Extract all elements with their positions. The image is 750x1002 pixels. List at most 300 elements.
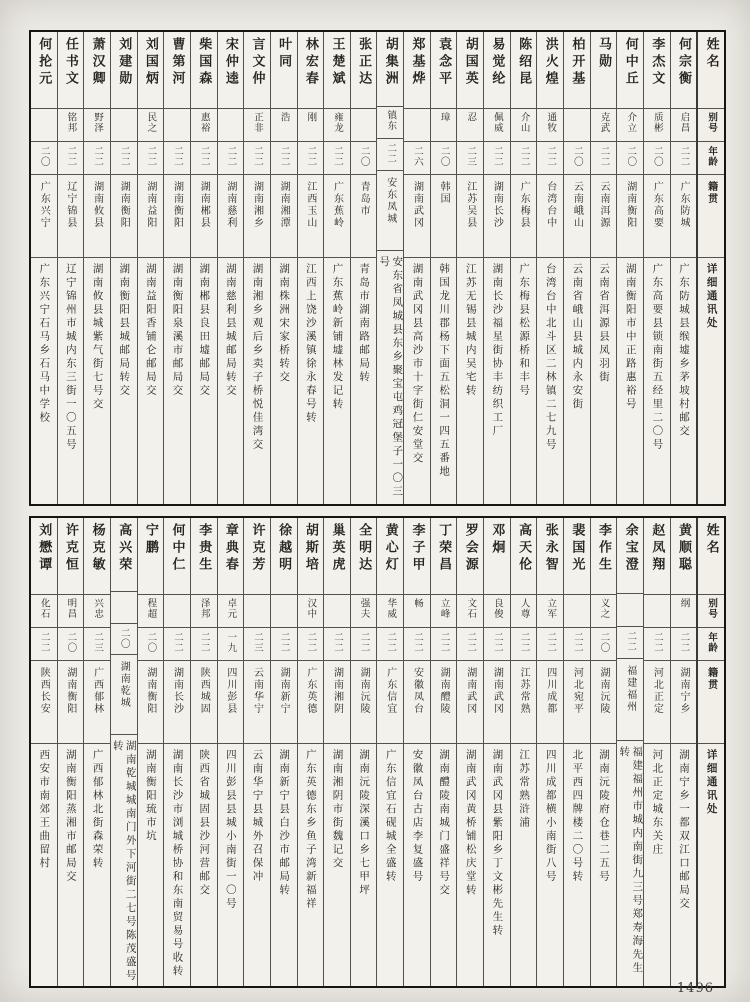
entry-native-cell xyxy=(324,661,350,744)
entry-alias-text: 汉中 xyxy=(305,598,317,619)
entry-native-cell xyxy=(351,175,377,258)
entry-native-text: 四川成都 xyxy=(544,667,556,715)
entry-alias-cell xyxy=(617,109,643,142)
entry-alias-cell xyxy=(111,592,137,624)
entry-alias-text: 华威 xyxy=(385,598,397,619)
entry-address-cell xyxy=(111,258,137,504)
entry-alias-cell xyxy=(591,109,617,142)
entry-name-text: 张正达 xyxy=(356,37,372,88)
entry-address-text: 河北正定城东关庄 xyxy=(651,749,664,857)
entry-native-text: 福建福州 xyxy=(624,665,636,714)
entry-alias-text: 镇东 xyxy=(385,109,397,131)
entry-address-text: 湖南武冈县高沙市十字街仁安堂交 xyxy=(411,263,424,466)
entry-native-text: 湖南湘潭 xyxy=(278,181,290,229)
entry-name-text: 余宝澄 xyxy=(622,523,638,574)
entry-alias-cell xyxy=(164,595,190,628)
entry-address-cell xyxy=(644,258,670,504)
entry-address-cell xyxy=(431,744,457,986)
entry-alias-cell xyxy=(271,109,297,142)
entry-age-text: 二二 xyxy=(278,632,290,653)
entry-name-text: 许克恒 xyxy=(62,523,78,574)
entry-age-cell xyxy=(511,628,537,661)
entry-name-text: 袁念平 xyxy=(436,37,452,88)
entry-name-cell xyxy=(58,32,84,109)
entry-age-text: 二二 xyxy=(38,632,50,653)
entry-age-text: 二〇 xyxy=(65,632,77,653)
entry-name-text: 何抡元 xyxy=(36,37,52,88)
entry-native-cell xyxy=(164,175,190,258)
entry-native-text: 河北正定 xyxy=(651,667,663,715)
entry-alias-cell xyxy=(484,595,510,628)
entry-name-text: 言文仲 xyxy=(249,37,265,88)
entry-age-cell xyxy=(377,139,403,171)
entry-age-cell xyxy=(218,142,244,175)
entry-age-cell xyxy=(84,628,110,661)
entry-native-cell xyxy=(431,661,457,744)
entry-age-cell xyxy=(164,142,190,175)
entry-address-cell xyxy=(298,744,324,986)
entry-name-cell xyxy=(644,32,670,109)
header-name-cell xyxy=(698,32,724,109)
entry-name-text: 黄顺聪 xyxy=(676,523,692,574)
entry-name-cell xyxy=(31,518,57,595)
entry-address-text: 湖南醴陵南城门盛祥号交 xyxy=(438,749,451,898)
entry-name-cell xyxy=(111,32,137,109)
header-native-cell xyxy=(698,661,724,744)
entry-alias-cell xyxy=(191,109,217,142)
entry-alias-text: 兴忠 xyxy=(92,598,104,619)
header-name-label: 姓名 xyxy=(703,37,719,71)
entry-alias-text: 铭邦 xyxy=(65,112,77,133)
entry-address-cell xyxy=(351,258,377,504)
entry-native-cell xyxy=(484,175,510,258)
entry-name-cell xyxy=(591,32,617,109)
entry-age-text: 二二 xyxy=(571,632,583,653)
entry-name-text: 李杰文 xyxy=(649,37,665,88)
entry-age-text: 二六 xyxy=(411,146,423,167)
entry-alias-text: 良俊 xyxy=(491,598,503,619)
entry-name-text: 任书文 xyxy=(62,37,78,88)
entry-address-cell xyxy=(298,258,324,504)
entry-address-cell xyxy=(84,744,110,986)
entry-name-text: 曹第河 xyxy=(169,37,185,88)
entry-age-cell xyxy=(377,628,403,661)
entry-native-text: 湖南武冈 xyxy=(411,181,423,229)
directory-entry-column xyxy=(403,518,430,986)
entry-age-text: 二二 xyxy=(411,632,423,653)
entry-native-cell xyxy=(404,661,430,744)
entry-address-cell xyxy=(324,258,350,504)
entry-address-text: 湖南新宁县白沙市邮局转 xyxy=(278,749,291,898)
directory-entry-column xyxy=(31,32,57,504)
entry-address-text: 广东高要县锁南街五经里二〇号 xyxy=(651,263,664,452)
entry-alias-cell xyxy=(457,595,483,628)
entry-age-text: 二二 xyxy=(651,632,663,653)
entry-address-text: 湖南衡阳市中正路惠裕号 xyxy=(624,263,637,412)
entry-name-cell xyxy=(671,518,697,595)
entry-native-text: 辽宁锦县 xyxy=(64,181,76,229)
entry-native-cell xyxy=(111,655,137,735)
entry-name-cell xyxy=(271,518,297,595)
entry-age-text: 二二 xyxy=(438,632,450,653)
entry-name-cell xyxy=(58,518,84,595)
entry-age-cell xyxy=(324,628,350,661)
directory-entry-column xyxy=(163,518,190,986)
entry-native-cell xyxy=(351,661,377,744)
entry-address-text: 四川彭县县城小南街一〇号 xyxy=(224,749,237,911)
entry-alias-cell xyxy=(404,109,430,142)
entry-age-cell xyxy=(58,628,84,661)
entry-address-cell xyxy=(351,744,377,986)
entry-name-text: 许克芳 xyxy=(249,523,265,574)
entry-name-text: 邓炯 xyxy=(489,523,505,557)
entry-age-text: 二二 xyxy=(358,632,370,653)
directory-entry-column xyxy=(563,518,590,986)
entry-alias-text: 质彬 xyxy=(651,112,663,133)
entry-age-cell xyxy=(351,142,377,175)
entry-address-cell xyxy=(58,258,84,504)
entry-native-text: 青岛市 xyxy=(358,181,370,217)
entry-native-cell xyxy=(457,661,483,744)
entry-alias-cell xyxy=(138,595,164,628)
entry-name-cell xyxy=(511,32,537,109)
entry-address-text: 湖南乾城城南门外下河街二七号陈茂盛号转 xyxy=(111,740,137,984)
directory-entry-column xyxy=(643,32,670,504)
directory-entry-column xyxy=(643,518,670,986)
entry-name-cell xyxy=(511,518,537,595)
entry-alias-cell xyxy=(431,595,457,628)
entry-name-text: 高天伦 xyxy=(516,523,532,574)
entry-native-cell xyxy=(671,175,697,258)
entry-name-text: 柏开基 xyxy=(569,37,585,88)
entry-alias-text: 忍 xyxy=(465,112,477,123)
entry-address-text: 云南省峨山县城内永安街 xyxy=(571,263,584,412)
entry-address-text: 湖南郴县良田墟邮局交 xyxy=(198,263,211,398)
header-alias-label: 别号 xyxy=(706,598,718,619)
entry-address-cell xyxy=(164,744,190,986)
entry-alias-cell xyxy=(457,109,483,142)
entry-alias-text: 浩 xyxy=(278,112,290,123)
directory-entry-column xyxy=(297,518,324,986)
entry-name-cell xyxy=(431,518,457,595)
entry-name-cell xyxy=(591,518,617,595)
entry-alias-cell xyxy=(84,595,110,628)
entry-address-cell xyxy=(111,735,137,986)
directory-entry-column xyxy=(270,32,297,504)
entry-age-cell xyxy=(218,628,244,661)
header-native-label: 籍贯 xyxy=(705,181,717,205)
entry-alias-text: 人尊 xyxy=(518,598,530,619)
entry-age-text: 二二 xyxy=(92,146,104,167)
entry-alias-cell xyxy=(671,109,697,142)
entry-age-cell xyxy=(244,628,270,661)
entry-age-cell xyxy=(591,628,617,661)
entry-native-text: 湖南长沙 xyxy=(491,181,503,229)
header-native-cell xyxy=(698,175,724,258)
entry-alias-cell xyxy=(271,595,297,628)
entry-name-text: 胡集洲 xyxy=(382,37,398,88)
entry-age-cell xyxy=(431,142,457,175)
entry-age-text: 二二 xyxy=(598,146,610,167)
entry-address-text: 湖南沅陵府仓巷二五号 xyxy=(598,749,611,884)
entry-age-text: 二二 xyxy=(625,630,637,652)
entry-native-cell xyxy=(377,661,403,744)
entry-native-cell xyxy=(111,175,137,258)
entry-alias-text: 卓元 xyxy=(225,598,237,619)
entry-address-text: 湖南衡阳泉溪市邮局交 xyxy=(171,263,184,398)
entry-address-cell xyxy=(404,744,430,986)
entry-name-text: 柴国森 xyxy=(196,37,212,88)
entry-name-text: 罗会源 xyxy=(462,523,478,574)
entry-name-cell xyxy=(644,518,670,595)
entry-alias-text: 纲 xyxy=(678,598,690,609)
entry-name-cell xyxy=(351,518,377,595)
entry-address-text: 江西上饶沙溪镇徐永春号转 xyxy=(304,263,317,425)
header-address-cell xyxy=(698,744,724,986)
entry-name-cell xyxy=(218,518,244,595)
entry-age-text: 二二 xyxy=(118,146,130,167)
entry-alias-cell xyxy=(511,595,537,628)
entry-native-text: 广东梅县 xyxy=(518,181,530,229)
header-address-cell xyxy=(698,258,724,504)
entry-name-cell xyxy=(377,518,403,595)
entry-alias-cell xyxy=(218,109,244,142)
entry-address-text: 四川成都横小南街八号 xyxy=(544,749,557,884)
entry-alias-text: 启昌 xyxy=(678,112,690,133)
entry-name-cell xyxy=(84,518,110,595)
entry-address-text: 湖南株洲宋家桥转交 xyxy=(278,263,291,385)
entry-name-cell xyxy=(457,518,483,595)
entry-alias-cell xyxy=(58,109,84,142)
directory-entry-column xyxy=(190,518,217,986)
entry-age-cell xyxy=(537,142,563,175)
entry-native-text: 湖南长沙 xyxy=(171,667,183,715)
directory-entry-column xyxy=(430,32,457,504)
entry-age-text: 二二 xyxy=(252,146,264,167)
header-alias-cell xyxy=(698,109,724,142)
entry-age-cell xyxy=(671,142,697,175)
entry-alias-cell xyxy=(324,109,350,142)
entry-name-cell xyxy=(244,518,270,595)
directory-entry-column xyxy=(31,518,57,986)
entry-alias-text: 泽邦 xyxy=(198,598,210,619)
entry-address-text: 湖南衡阳蒸湘市邮局交 xyxy=(64,749,77,884)
entry-native-text: 湖南攸县 xyxy=(91,181,103,229)
entry-age-cell xyxy=(271,142,297,175)
entry-age-text: 二〇 xyxy=(598,632,610,653)
entry-age-cell xyxy=(31,628,57,661)
entry-name-cell xyxy=(457,32,483,109)
entry-age-text: 二〇 xyxy=(118,627,130,649)
entry-alias-cell xyxy=(218,595,244,628)
entry-native-cell xyxy=(191,661,217,744)
entry-alias-cell xyxy=(298,109,324,142)
entry-native-text: 湖南乾城 xyxy=(118,661,130,710)
entry-native-text: 韩国 xyxy=(438,181,450,205)
entry-address-cell xyxy=(58,744,84,986)
entry-name-text: 宁鹏 xyxy=(142,523,158,557)
entry-native-cell xyxy=(138,175,164,258)
entry-native-text: 江苏常熟 xyxy=(518,667,530,715)
entry-alias-cell xyxy=(111,109,137,142)
entry-age-cell xyxy=(671,628,697,661)
entry-native-text: 四川彭县 xyxy=(224,667,236,715)
entry-address-text: 湖南湘乡观后乡卖子桥悦佳湾交 xyxy=(251,263,264,452)
entry-age-text: 二三 xyxy=(465,146,477,167)
entry-address-text: 辽宁锦州市城内东三街一〇五号 xyxy=(64,263,77,452)
entry-address-cell xyxy=(218,744,244,986)
directory-entry-column xyxy=(270,518,297,986)
directory-entry-column xyxy=(83,518,110,986)
entry-address-cell xyxy=(564,258,590,504)
directory-entry-column xyxy=(83,32,110,504)
entry-address-text: 湖南慈利县城邮局转交 xyxy=(224,263,237,398)
entry-age-text: 二二 xyxy=(678,632,690,653)
entry-age-cell xyxy=(484,142,510,175)
directory-entry-column xyxy=(376,32,403,504)
entry-native-cell xyxy=(671,661,697,744)
entry-native-cell xyxy=(244,661,270,744)
directory-entry-column xyxy=(510,518,537,986)
directory-entry-column xyxy=(190,32,217,504)
entry-alias-text: 明昌 xyxy=(65,598,77,619)
entry-age-text: 二二 xyxy=(678,146,690,167)
entry-age-cell xyxy=(271,628,297,661)
entry-native-text: 广东信宜 xyxy=(384,667,396,715)
entry-name-cell xyxy=(484,518,510,595)
entry-name-cell xyxy=(271,32,297,109)
entry-age-text: 二二 xyxy=(518,632,530,653)
entry-name-text: 刘懋谭 xyxy=(36,523,52,574)
header-address-label: 详细通讯处 xyxy=(705,749,718,817)
entry-address-cell xyxy=(511,744,537,986)
entry-name-cell xyxy=(298,518,324,595)
entry-name-cell xyxy=(191,518,217,595)
entry-name-text: 叶同 xyxy=(276,37,292,71)
entry-address-text: 江苏常熟浒浦 xyxy=(518,749,531,830)
entry-address-text: 湖南沅陵深溪口乡七甲坪 xyxy=(358,749,371,898)
entry-alias-cell xyxy=(324,595,350,628)
header-alias-cell xyxy=(698,595,724,628)
entry-address-text: 广东梅县松源桥和丰号 xyxy=(518,263,531,398)
entry-age-cell xyxy=(31,142,57,175)
header-age-label: 年龄 xyxy=(706,632,718,653)
entry-name-text: 黄心灯 xyxy=(382,523,398,574)
entry-alias-text: 璋 xyxy=(438,112,450,123)
entry-native-cell xyxy=(537,661,563,744)
entry-age-cell xyxy=(404,628,430,661)
entry-native-cell xyxy=(244,175,270,258)
entry-native-text: 广东高要 xyxy=(651,181,663,229)
entry-name-text: 郑基烨 xyxy=(409,37,425,88)
entry-address-cell xyxy=(457,258,483,504)
entry-address-cell xyxy=(244,744,270,986)
page-number: 1496 xyxy=(676,981,714,996)
entry-age-text: 二〇 xyxy=(571,146,583,167)
entry-native-text: 湖南武冈 xyxy=(464,667,476,715)
entry-name-cell xyxy=(537,518,563,595)
entry-native-cell xyxy=(218,175,244,258)
entry-native-text: 湖南沅陵 xyxy=(358,667,370,715)
entry-age-cell xyxy=(111,142,137,175)
entry-age-cell xyxy=(564,142,590,175)
directory-entry-column xyxy=(590,518,617,986)
entry-native-cell xyxy=(591,175,617,258)
entry-native-cell xyxy=(324,175,350,258)
entry-name-text: 何中仁 xyxy=(169,523,185,574)
entry-name-cell xyxy=(31,32,57,109)
entry-native-text: 陕西城固 xyxy=(198,667,210,715)
entry-native-text: 陕西长安 xyxy=(38,667,50,715)
entry-name-cell xyxy=(537,32,563,109)
entry-alias-text: 惠裕 xyxy=(198,112,210,133)
entry-native-text: 湖南衡阳 xyxy=(624,181,636,229)
entry-name-cell xyxy=(164,32,190,109)
entry-name-text: 胡斯培 xyxy=(302,523,318,574)
entry-age-text: 二二 xyxy=(198,146,210,167)
entry-name-text: 裴国光 xyxy=(569,523,585,574)
entry-name-cell xyxy=(404,518,430,595)
entry-native-cell xyxy=(484,661,510,744)
entry-native-text: 广东兴宁 xyxy=(38,181,50,229)
header-name-label: 姓名 xyxy=(703,523,719,557)
entry-address-cell xyxy=(31,744,57,986)
entry-age-text: 二二 xyxy=(331,146,343,167)
entry-name-text: 高兴荣 xyxy=(116,523,132,574)
entry-alias-cell xyxy=(617,594,643,627)
entry-address-text: 湖南益阳香铺仑邮局交 xyxy=(144,263,157,398)
header-age-cell xyxy=(698,142,724,175)
directory-entry-column xyxy=(536,32,563,504)
entry-name-text: 马勋 xyxy=(596,37,612,71)
directory-entry-column xyxy=(483,32,510,504)
directory-entry-column xyxy=(243,518,270,986)
entry-age-cell xyxy=(457,142,483,175)
entry-native-text: 广西郁林 xyxy=(91,667,103,715)
entry-native-cell xyxy=(644,661,670,744)
entry-address-cell xyxy=(591,258,617,504)
entry-address-cell xyxy=(671,258,697,504)
entry-address-cell xyxy=(591,744,617,986)
entry-name-text: 林宏春 xyxy=(302,37,318,88)
entry-address-cell xyxy=(191,258,217,504)
entry-address-cell xyxy=(644,744,670,986)
entry-age-text: 二二 xyxy=(65,146,77,167)
entry-address-cell xyxy=(537,744,563,986)
header-age-cell xyxy=(698,628,724,661)
entry-address-text: 湖南长沙市浏城桥协和东南贸易号收转 xyxy=(171,749,184,979)
entry-address-text: 韩国龙川郡杨下面五松洞一四五番地 xyxy=(438,263,451,479)
entry-age-text: 二〇 xyxy=(625,146,637,167)
entry-native-text: 湖南益阳 xyxy=(144,181,156,229)
entry-native-cell xyxy=(644,175,670,258)
entry-native-cell xyxy=(511,661,537,744)
entry-alias-text: 介立 xyxy=(625,112,637,133)
entry-address-text: 广东信宜石砚城全盛转 xyxy=(384,749,397,884)
entry-alias-cell xyxy=(511,109,537,142)
entry-name-cell xyxy=(324,32,350,109)
entry-age-text: 二二 xyxy=(491,146,503,167)
entry-address-text: 广西郁林北街森荣转 xyxy=(91,749,104,871)
entry-alias-cell xyxy=(671,595,697,628)
entry-age-text: 二〇 xyxy=(651,146,663,167)
entry-native-cell xyxy=(511,175,537,258)
entry-address-text: 陕西省城固县沙河营邮交 xyxy=(198,749,211,898)
entry-native-text: 湖南湘阴 xyxy=(331,667,343,715)
entry-age-text: 二二 xyxy=(545,146,557,167)
entry-native-cell xyxy=(564,661,590,744)
entry-name-text: 何宗衡 xyxy=(676,37,692,88)
